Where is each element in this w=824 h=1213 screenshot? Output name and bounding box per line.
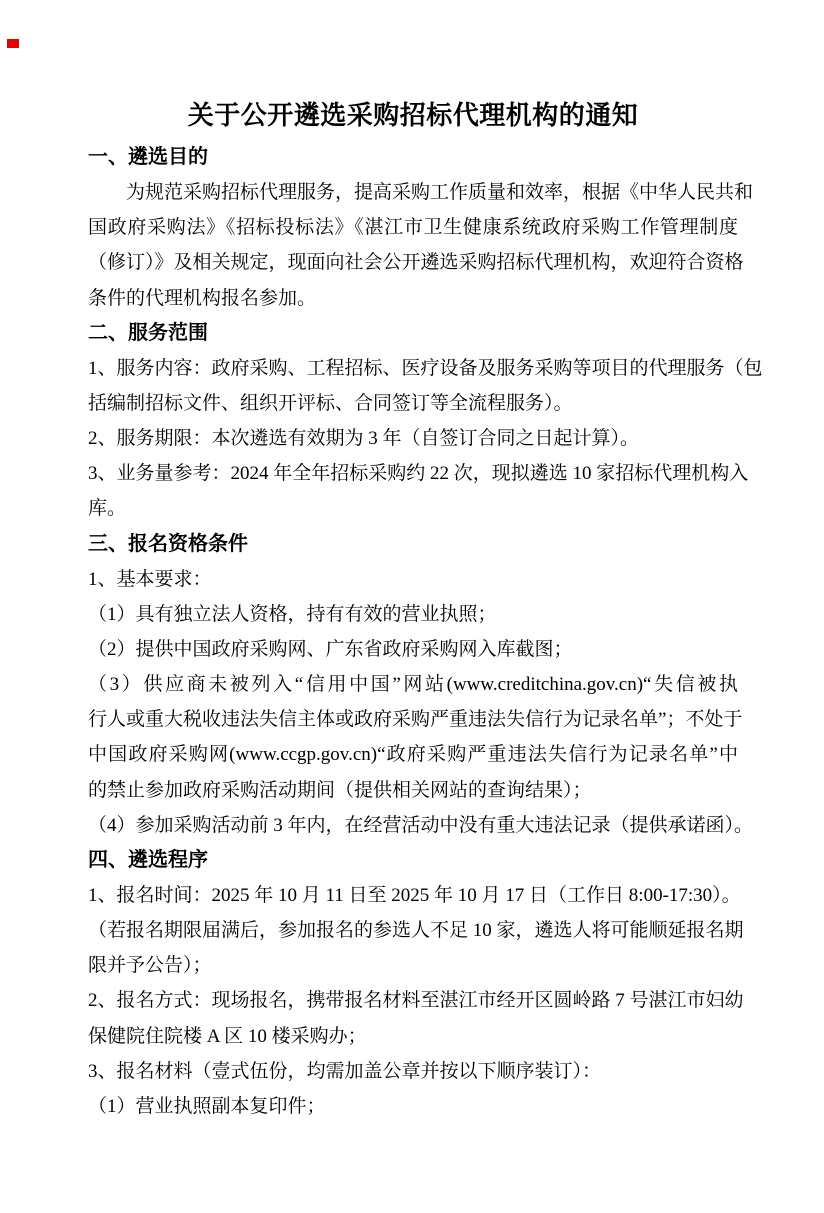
document-line: 国政府采购法》《招标投标法》《湛江市卫生健康系统政府采购工作管理制度: [88, 217, 738, 239]
document-line: 2、报名方式：现场报名，携带报名材料至湛江市经开区圆岭路 7 号湛江市妇幼: [88, 990, 744, 1012]
document-line: 3、报名材料（壹式伍份，均需加盖公章并按以下顺序装订）：: [88, 1060, 602, 1082]
document-line: （4）参加采购活动前 3 年内，在经营活动中没有重大违法记录（提供承诺函）。: [88, 814, 754, 836]
document-line: 限并予公告）；: [88, 955, 212, 977]
document-line: 中国政府采购网(www.ccgp.gov.cn)“政府采购严重违法失信行为记录名单”中: [88, 744, 738, 766]
document-line: 2、服务期限：本次遴选有效期为 3 年（自签订合同之日起计算）。: [88, 428, 640, 450]
document-body: [88, 140, 763, 1124]
document-line: （1）营业执照副本复印件；: [88, 1095, 326, 1117]
document-line: 为规范采购招标代理服务，提高采购工作质量和效率，根据《中华人民共和: [126, 182, 754, 204]
document-line: 库。: [88, 498, 127, 520]
document-line: 括编制招标文件、组织开评标、合同签订等全流程服务）。: [88, 392, 573, 414]
document-line: 条件的代理机构报名参加。: [88, 287, 317, 309]
document-line: 保健院住院楼 A 区 10 楼采购办；: [88, 1025, 367, 1047]
document-line: （1）具有独立法人资格，持有有效的营业执照；: [88, 603, 497, 625]
document-line: 1、基本要求：: [88, 568, 212, 590]
document-line: 1、服务内容：政府采购、工程招标、医疗设备及服务采购等项目的代理服务（包: [88, 357, 763, 379]
section-heading: 三、报名资格条件: [88, 532, 248, 555]
document-title: 关于公开遴选采购招标代理机构的通知: [187, 100, 639, 130]
document-line: 3、业务量参考：2024 年全年招标采购约 22 次，现拟遴选 10 家招标代理机构入: [88, 463, 749, 485]
document-line: （2）提供中国政府采购网、广东省政府采购网入库截图；: [88, 638, 573, 660]
section-heading: 四、遴选程序: [88, 848, 208, 871]
section-heading: 二、服务范围: [88, 321, 208, 344]
document-line: 1、报名时间：2025 年 10 月 11 日至 2025 年 10 月 17 日（工作日 8:00-17:30）。: [88, 884, 741, 906]
corner-mark: [7, 39, 19, 48]
document-line: （修订）》及相关规定，现面向社会公开遴选采购招标代理机构，欢迎符合资格: [88, 252, 744, 274]
document-line: （3）供应商未被列入“信用中国”网站(www.creditchina.gov.cn)“失信被执: [88, 674, 738, 696]
document-line: 的禁止参加政府采购活动期间（提供相关网站的查询结果）；: [88, 779, 592, 801]
document-line: （若报名期限届满后，参加报名的参选人不足 10 家，遴选人将可能顺延报名期: [88, 920, 744, 942]
section-heading: 一、遴选目的: [88, 146, 208, 168]
document-line: 行人或重大税收违法失信主体或政府采购严重违法失信行为记录名单”；不处于: [88, 709, 743, 731]
